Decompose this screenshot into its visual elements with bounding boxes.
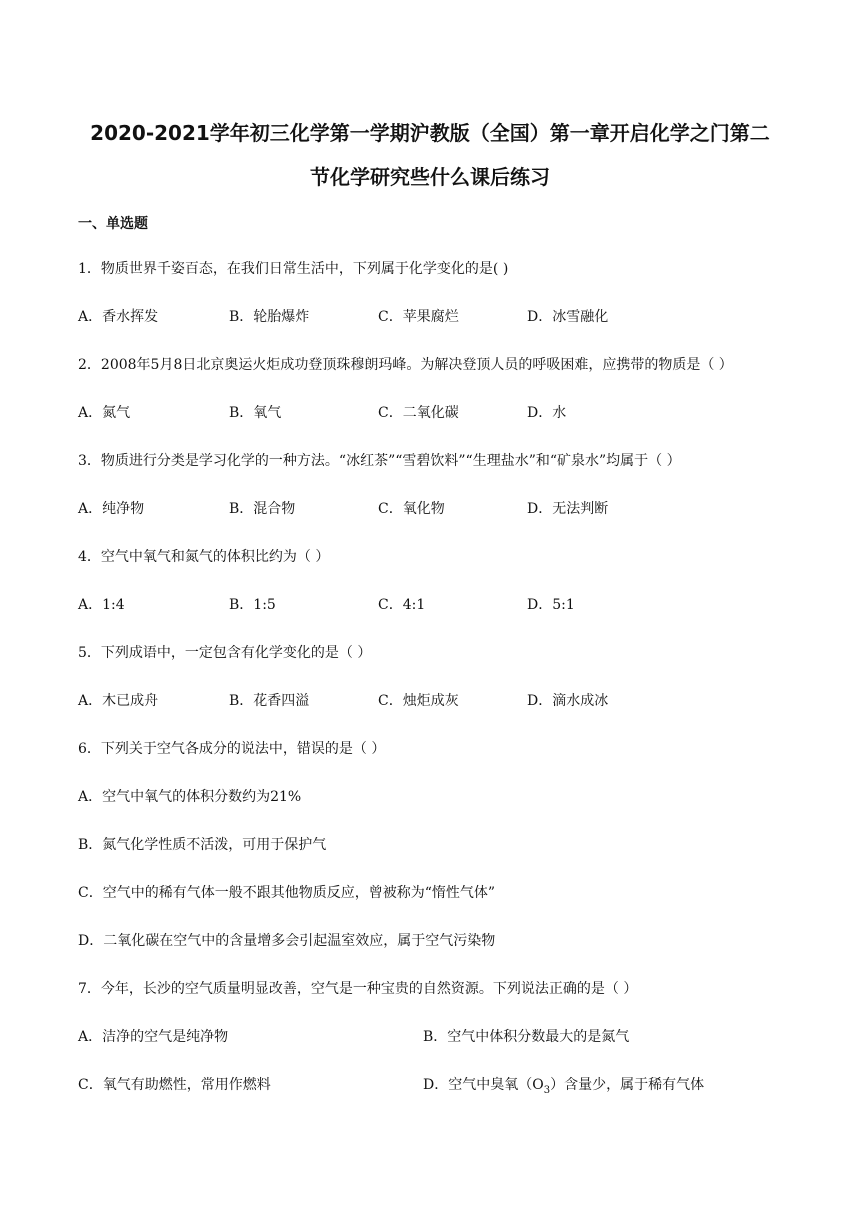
question-3-option-c: C．氧化物	[378, 501, 445, 517]
question-5-option-a: A．木已成舟	[78, 693, 159, 709]
question-4-stem: 4．空气中氧气和氮气的体积比约为（ ）	[78, 549, 330, 565]
question-2-option-c: C．二氧化碳	[378, 405, 459, 421]
question-2-option-b: B．氧气	[229, 405, 282, 421]
section-heading: 一、单选题	[78, 216, 148, 232]
question-7-option-d-subscript: 3	[543, 1084, 551, 1096]
question-5-option-b: B．花香四溢	[229, 693, 310, 709]
question-3-option-d: D．无法判断	[527, 501, 609, 517]
question-6-option-a: A．空气中氧气的体积分数约为21%	[78, 789, 302, 805]
question-1-option-c: C．苹果腐烂	[378, 309, 459, 325]
page-title-line-1: 2020-2021学年初三化学第一学期沪教版（全国）第一章开启化学之门第二	[90, 121, 770, 145]
question-1-stem: 1．物质世界千姿百态，在我们日常生活中，下列属于化学变化的是( )	[78, 261, 509, 277]
question-6-stem: 6．下列关于空气各成分的说法中，错误的是（ ）	[78, 741, 386, 757]
page-title-line-2: 节化学研究些什么课后练习	[310, 165, 550, 189]
question-4-option-c: C．4:1	[378, 597, 426, 613]
question-4-option-b: B．1:5	[229, 597, 276, 613]
question-4-option-a: A．1:4	[78, 597, 125, 613]
question-3-option-a: A．纯净物	[78, 501, 145, 517]
question-7-stem: 7．今年，长沙的空气质量明显改善，空气是一种宝贵的自然资源。下列说法正确的是（ ）	[78, 981, 638, 997]
question-7-option-d-text-2: ）含量少，属于稀有气体	[550, 1077, 705, 1093]
question-7-option-b: B．空气中体积分数最大的是氮气	[423, 1029, 630, 1045]
question-6-option-b: B．氮气化学性质不活泼，可用于保护气	[78, 837, 327, 853]
question-1-option-a: A．香水挥发	[78, 309, 159, 325]
question-7-option-a: A．洁净的空气是纯净物	[78, 1029, 229, 1045]
question-6-option-d: D．二氧化碳在空气中的含量增多会引起温室效应，属于空气污染物	[78, 933, 496, 949]
question-4-option-d: D．5:1	[527, 597, 575, 613]
question-5-stem: 5．下列成语中，一定包含有化学变化的是（ ）	[78, 645, 372, 661]
question-3-stem: 3．物质进行分类是学习化学的一种方法。“冰红茶”“雪碧饮料”“生理盐水”和“矿泉水”均属于（ ）	[78, 453, 681, 469]
question-3-option-b: B．混合物	[229, 501, 296, 517]
question-5-option-c: C．烛炬成灰	[378, 693, 459, 709]
question-1-option-b: B．轮胎爆炸	[229, 309, 310, 325]
question-5-option-d: D．滴水成冰	[527, 693, 609, 709]
question-2-stem: 2．2008年5月8日北京奥运火炬成功登顶珠穆朗玛峰。为解决登顶人员的呼吸困难，应携带的物质是（ ）	[78, 357, 733, 373]
question-2-option-a: A．氮气	[78, 405, 131, 421]
question-7-option-d-text-1: D．空气中臭氧（O	[423, 1077, 544, 1093]
question-7-option-d	[423, 1074, 704, 1096]
question-6-option-c: C．空气中的稀有气体一般不跟其他物质反应，曾被称为“惰性气体”	[78, 885, 496, 901]
question-7-option-c: C．氧气有助燃性，常用作燃料	[78, 1077, 271, 1093]
question-2-option-d: D．水	[527, 405, 567, 421]
question-1-option-d: D．冰雪融化	[527, 309, 609, 325]
